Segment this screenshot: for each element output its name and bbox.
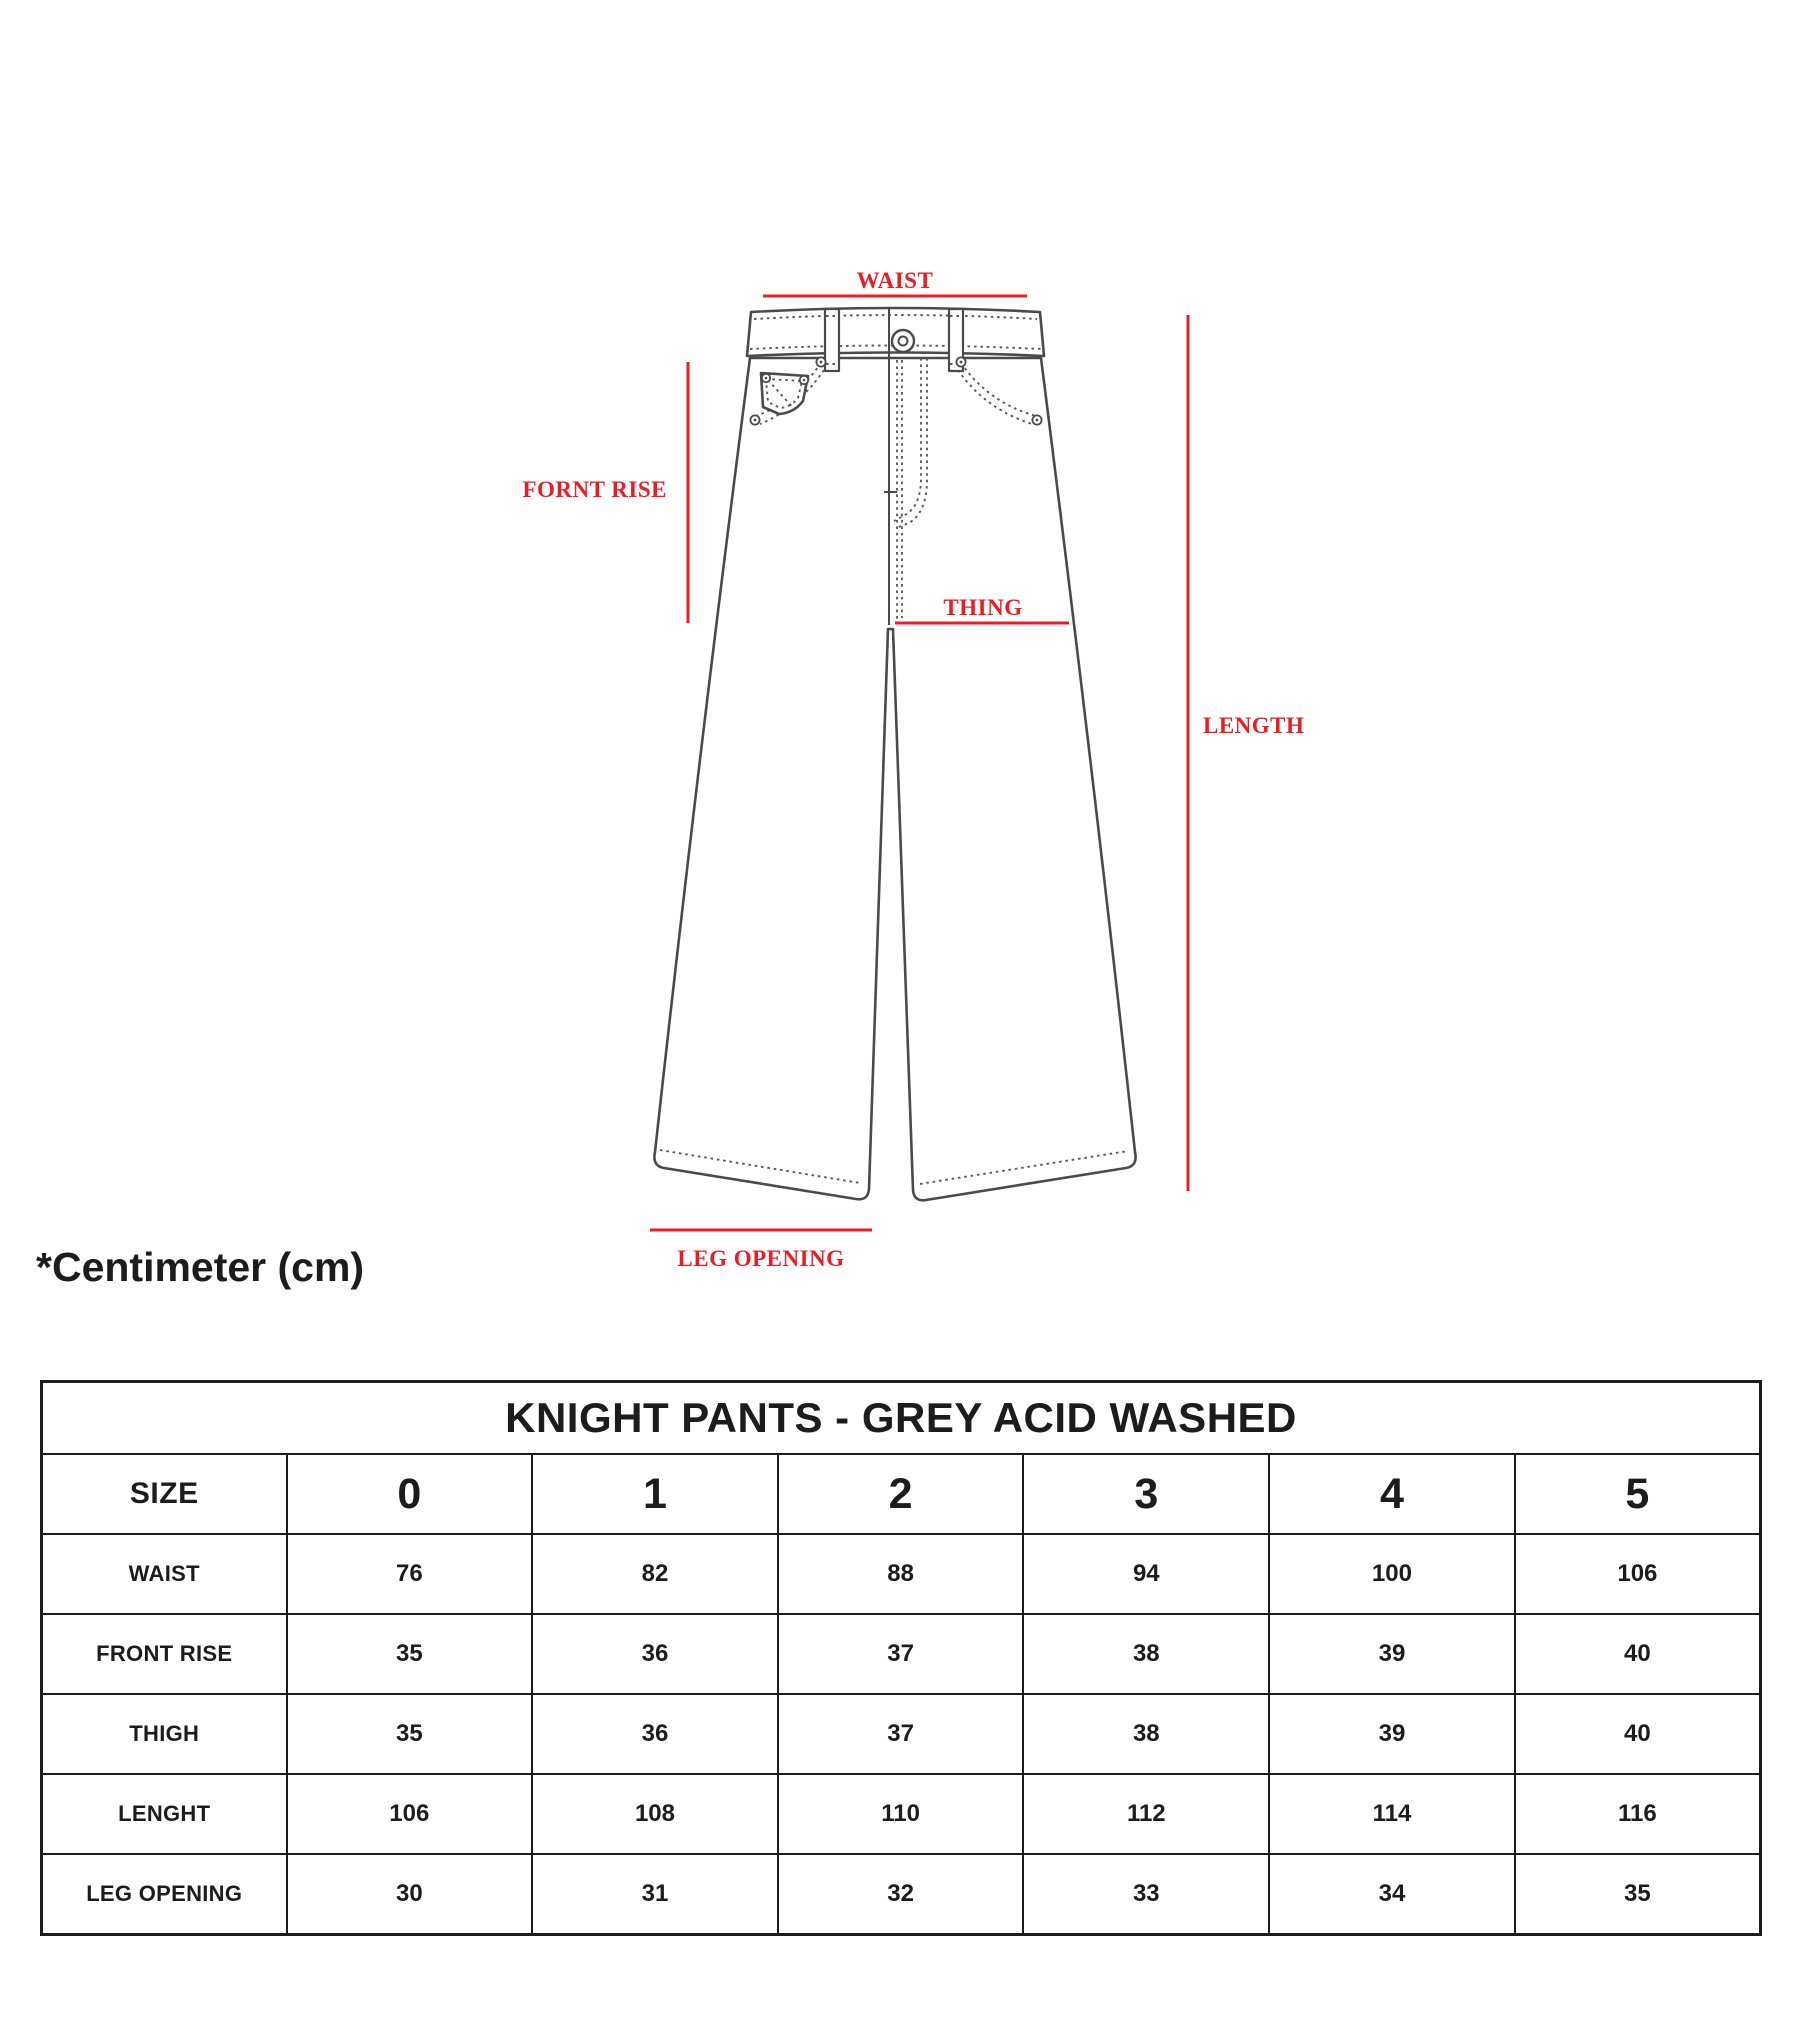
measurement-value-cell: 94 (1023, 1534, 1269, 1614)
measurement-value-cell: 100 (1269, 1534, 1515, 1614)
measurement-value-cell: 39 (1269, 1694, 1515, 1774)
table-row (42, 1854, 1761, 1935)
measurement-value-cell: 106 (287, 1774, 533, 1854)
size-header-cell: 3 (1023, 1454, 1269, 1534)
measurement-value-cell: 110 (778, 1774, 1024, 1854)
measurement-row-label: LENGHT (42, 1774, 287, 1854)
measurement-value-cell: 31 (532, 1854, 778, 1935)
measurement-value-cell: 35 (1515, 1854, 1761, 1935)
measurement-value-cell: 39 (1269, 1614, 1515, 1694)
front-rise-measure-label: FORNT RISE (522, 477, 667, 502)
measurement-value-cell: 32 (778, 1854, 1024, 1935)
measurement-value-cell: 114 (1269, 1774, 1515, 1854)
pants-sketch (654, 308, 1135, 1200)
measurement-row-label: WAIST (42, 1534, 287, 1614)
table-row (42, 1694, 1761, 1774)
measurement-value-cell: 37 (778, 1694, 1024, 1774)
measurement-value-cell: 108 (532, 1774, 778, 1854)
size-header-cell: 0 (287, 1454, 533, 1534)
measurement-row-label: FRONT RISE (42, 1614, 287, 1694)
length-measure-label: LENGTH (1203, 713, 1305, 738)
measurement-value-cell: 36 (532, 1614, 778, 1694)
unit-note: *Centimeter (cm) (36, 1244, 365, 1290)
measurement-row-label: THIGH (42, 1694, 287, 1774)
measurement-value-cell: 34 (1269, 1854, 1515, 1935)
table-row (42, 1614, 1761, 1694)
size-header-label: SIZE (42, 1454, 287, 1534)
size-header-cell: 1 (532, 1454, 778, 1534)
table-row (42, 1774, 1761, 1854)
size-chart-table (40, 1380, 1762, 1936)
leg-opening-measure-label: LEG OPENING (677, 1246, 845, 1271)
measurement-value-cell: 38 (1023, 1694, 1269, 1774)
measurement-value-cell: 37 (778, 1614, 1024, 1694)
pants-legs-outline (654, 358, 1135, 1200)
measurement-value-cell: 40 (1515, 1694, 1761, 1774)
measurement-value-cell: 35 (287, 1694, 533, 1774)
measurement-value-cell: 36 (532, 1694, 778, 1774)
measurement-value-cell: 40 (1515, 1614, 1761, 1694)
belt-loop-left (825, 309, 839, 371)
measurement-value-cell: 30 (287, 1854, 533, 1935)
measurement-value-cell: 33 (1023, 1854, 1269, 1935)
waist-measure-label: WAIST (856, 268, 934, 293)
measurement-value-cell: 82 (532, 1534, 778, 1614)
table-row (42, 1534, 1761, 1614)
size-header-cell: 5 (1515, 1454, 1761, 1534)
thigh-measure-label: THING (943, 595, 1023, 620)
measurement-row-label: LEG OPENING (42, 1854, 287, 1935)
measurement-value-cell: 38 (1023, 1614, 1269, 1694)
size-header-cell: 4 (1269, 1454, 1515, 1534)
measurement-value-cell: 35 (287, 1614, 533, 1694)
measurement-value-cell: 88 (778, 1534, 1024, 1614)
table-title: KNIGHT PANTS - GREY ACID WASHED (42, 1382, 1761, 1455)
table-title-row (42, 1382, 1761, 1455)
size-header-cell: 2 (778, 1454, 1024, 1534)
measurement-value-cell: 106 (1515, 1534, 1761, 1614)
size-header-row (42, 1454, 1761, 1534)
measurement-value-cell: 112 (1023, 1774, 1269, 1854)
waist-button (892, 330, 914, 352)
measurement-value-cell: 116 (1515, 1774, 1761, 1854)
measurement-value-cell: 76 (287, 1534, 533, 1614)
